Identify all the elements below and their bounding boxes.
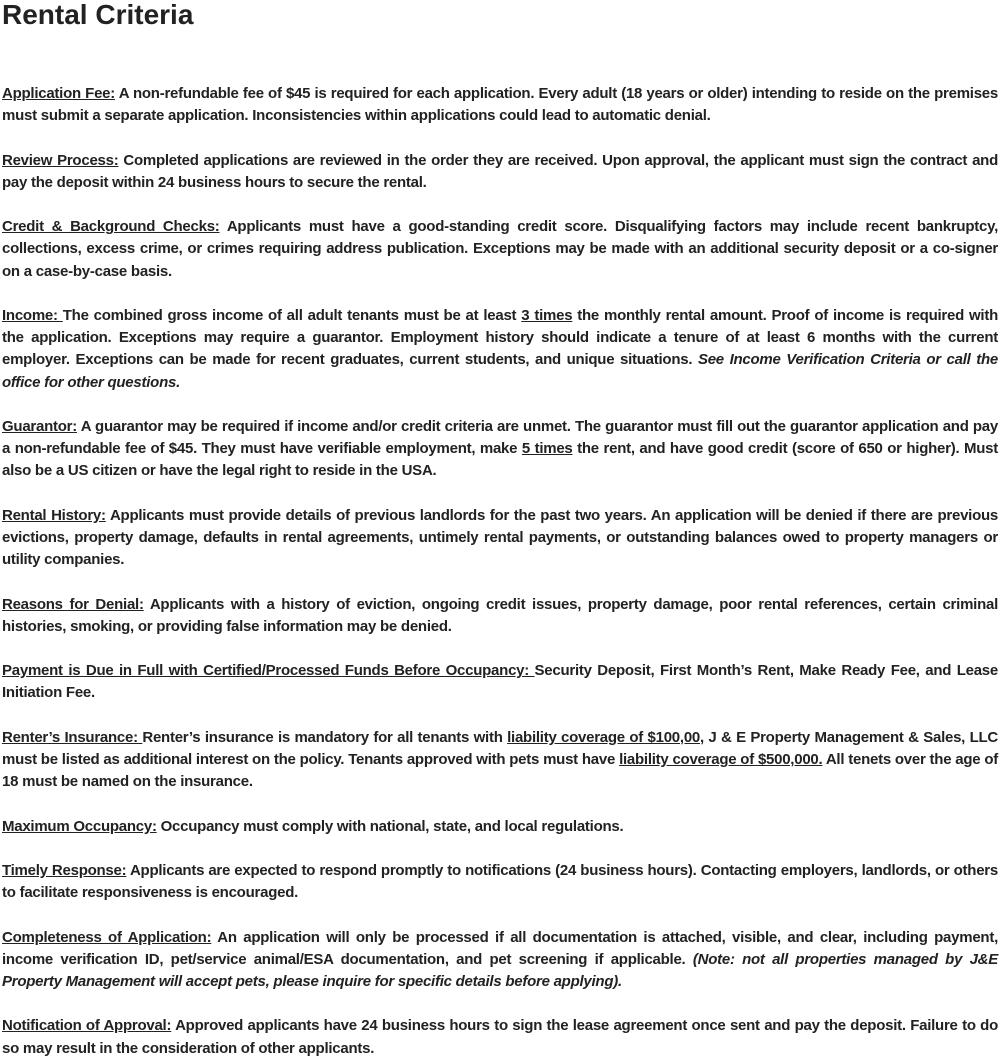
criteria-sections xyxy=(2,83,998,1060)
section-heading: Credit & Background Checks: xyxy=(2,218,220,236)
criteria-section xyxy=(2,305,998,394)
section-heading: Maximum Occupancy: xyxy=(2,817,157,835)
section-text: Approved applicants have 24 business hours to sign the lease agreement once sent and pay the deposit. Failure to do so may result in the consideration of other applicants. xyxy=(2,1017,998,1057)
section-text: Applicants must have a good-standing credit score. Disqualifying factors may include recent bankruptcy, collections, excess crime, or crimes requiring address publication. Exceptions may be made with an additional security deposit or a co-signer on a case-by-case basis. xyxy=(2,218,998,280)
section-heading: Application Fee: xyxy=(2,85,116,102)
section-text: the rent, and have good credit (score of 650 or higher). Must also be a US citizen or have the legal right to reside in the USA. xyxy=(2,440,998,480)
criteria-section xyxy=(2,816,998,838)
italic-note: See Income Verification Criteria or call the office for other questions. xyxy=(2,351,998,391)
underlined-term: liability coverage of $100,00, xyxy=(507,728,704,746)
criteria-section xyxy=(2,216,998,283)
underlined-term: 3 times xyxy=(521,306,573,324)
section-text: the monthly rental amount. Proof of income is required with the application. Exceptions may require a guarantor. Employment history should indicate a tenure of at least 6 months with the current employer. Exceptions can be made for recent graduates, current students, and unique situations. xyxy=(2,306,998,369)
criteria-section xyxy=(2,594,998,638)
criteria-section xyxy=(2,150,998,194)
section-heading: Review Process: xyxy=(2,151,119,169)
section-text: All tenets over the age of 18 must be named on the insurance. xyxy=(2,750,998,791)
section-text: Applicants must provide details of previous landlords for the past two years. An application will be denied if there are previous evictions, property damage, defaults in rental agreements, untimely rental payments, or outstanding balances owed to property managers or utility companies. xyxy=(2,506,999,569)
criteria-section xyxy=(2,727,998,794)
section-heading: Notification of Approval: xyxy=(2,1017,172,1035)
criteria-section xyxy=(2,83,998,127)
section-heading: Reasons for Denial: xyxy=(2,595,144,613)
section-heading: Timely Response: xyxy=(2,861,127,879)
underlined-term: liability coverage of $500,000. xyxy=(619,750,823,768)
section-heading: Payment is Due in Full with Certified/Processed Funds Before Occupancy: xyxy=(2,662,535,680)
section-heading: Guarantor: xyxy=(2,417,78,435)
page-title: Rental Criteria xyxy=(2,0,194,30)
section-text: Occupancy must comply with national, state, and local regulations. xyxy=(156,817,624,835)
italic-note: (Note: not all properties managed by J&E Property Management will accept pets, please inquire for specific details before applying). xyxy=(2,950,998,990)
criteria-section xyxy=(2,1015,998,1059)
section-text: Security Deposit, First Month’s Rent, Make Ready Fee, and Lease Initiation Fee. xyxy=(2,662,998,702)
section-heading: Renter’s Insurance: xyxy=(2,728,143,746)
section-text: A non-refundable fee of $45 is required for each application. Every adult (18 years or older) intending to reside on the premises must submit a separate application. Inconsistencies within applications could lead to automatic denial. xyxy=(2,85,998,125)
section-heading: Rental History: xyxy=(2,506,106,524)
criteria-section xyxy=(2,505,998,572)
section-text: Completed applications are reviewed in the order they are received. Upon approval, the applicant must sign the contract and pay the deposit within 24 business hours to secure the rental. xyxy=(2,151,998,191)
criteria-section xyxy=(2,416,998,483)
section-heading: Income: xyxy=(2,306,63,324)
section-text: J & E Property Management & Sales, LLC must be listed as additional interest on the policy. Tenants approved with pets must have xyxy=(2,728,998,768)
section-text: A guarantor may be required if income and/or credit criteria are unmet. The guarantor must fill out the guarantor application and pay a non-refundable fee of $45. They must have verifiable employment, make xyxy=(2,417,998,458)
section-text: Applicants with a history of eviction, ongoing credit issues, property damage, poor rental references, certain criminal histories, smoking, or providing false information may be denied. xyxy=(2,595,998,635)
criteria-section xyxy=(2,860,998,904)
section-text: The combined gross income of all adult tenants must be at least xyxy=(62,306,522,324)
section-text: Applicants are expected to respond promptly to notifications (24 business hours). Contacting employers, landlords, or others to facilitate responsiveness is encouraged. xyxy=(2,861,998,902)
criteria-section xyxy=(2,927,998,994)
underlined-term: 5 times xyxy=(521,440,573,458)
section-text: An application will only be processed if all documentation is attached, visible, and clear, including payment, income verification ID, pet/service animal/ESA documentation, and pet screening if applicable. xyxy=(2,928,998,968)
section-heading: Completeness of Application: xyxy=(2,928,212,946)
criteria-section xyxy=(2,660,998,704)
section-text: Renter’s insurance is mandatory for all tenants with xyxy=(142,728,508,746)
